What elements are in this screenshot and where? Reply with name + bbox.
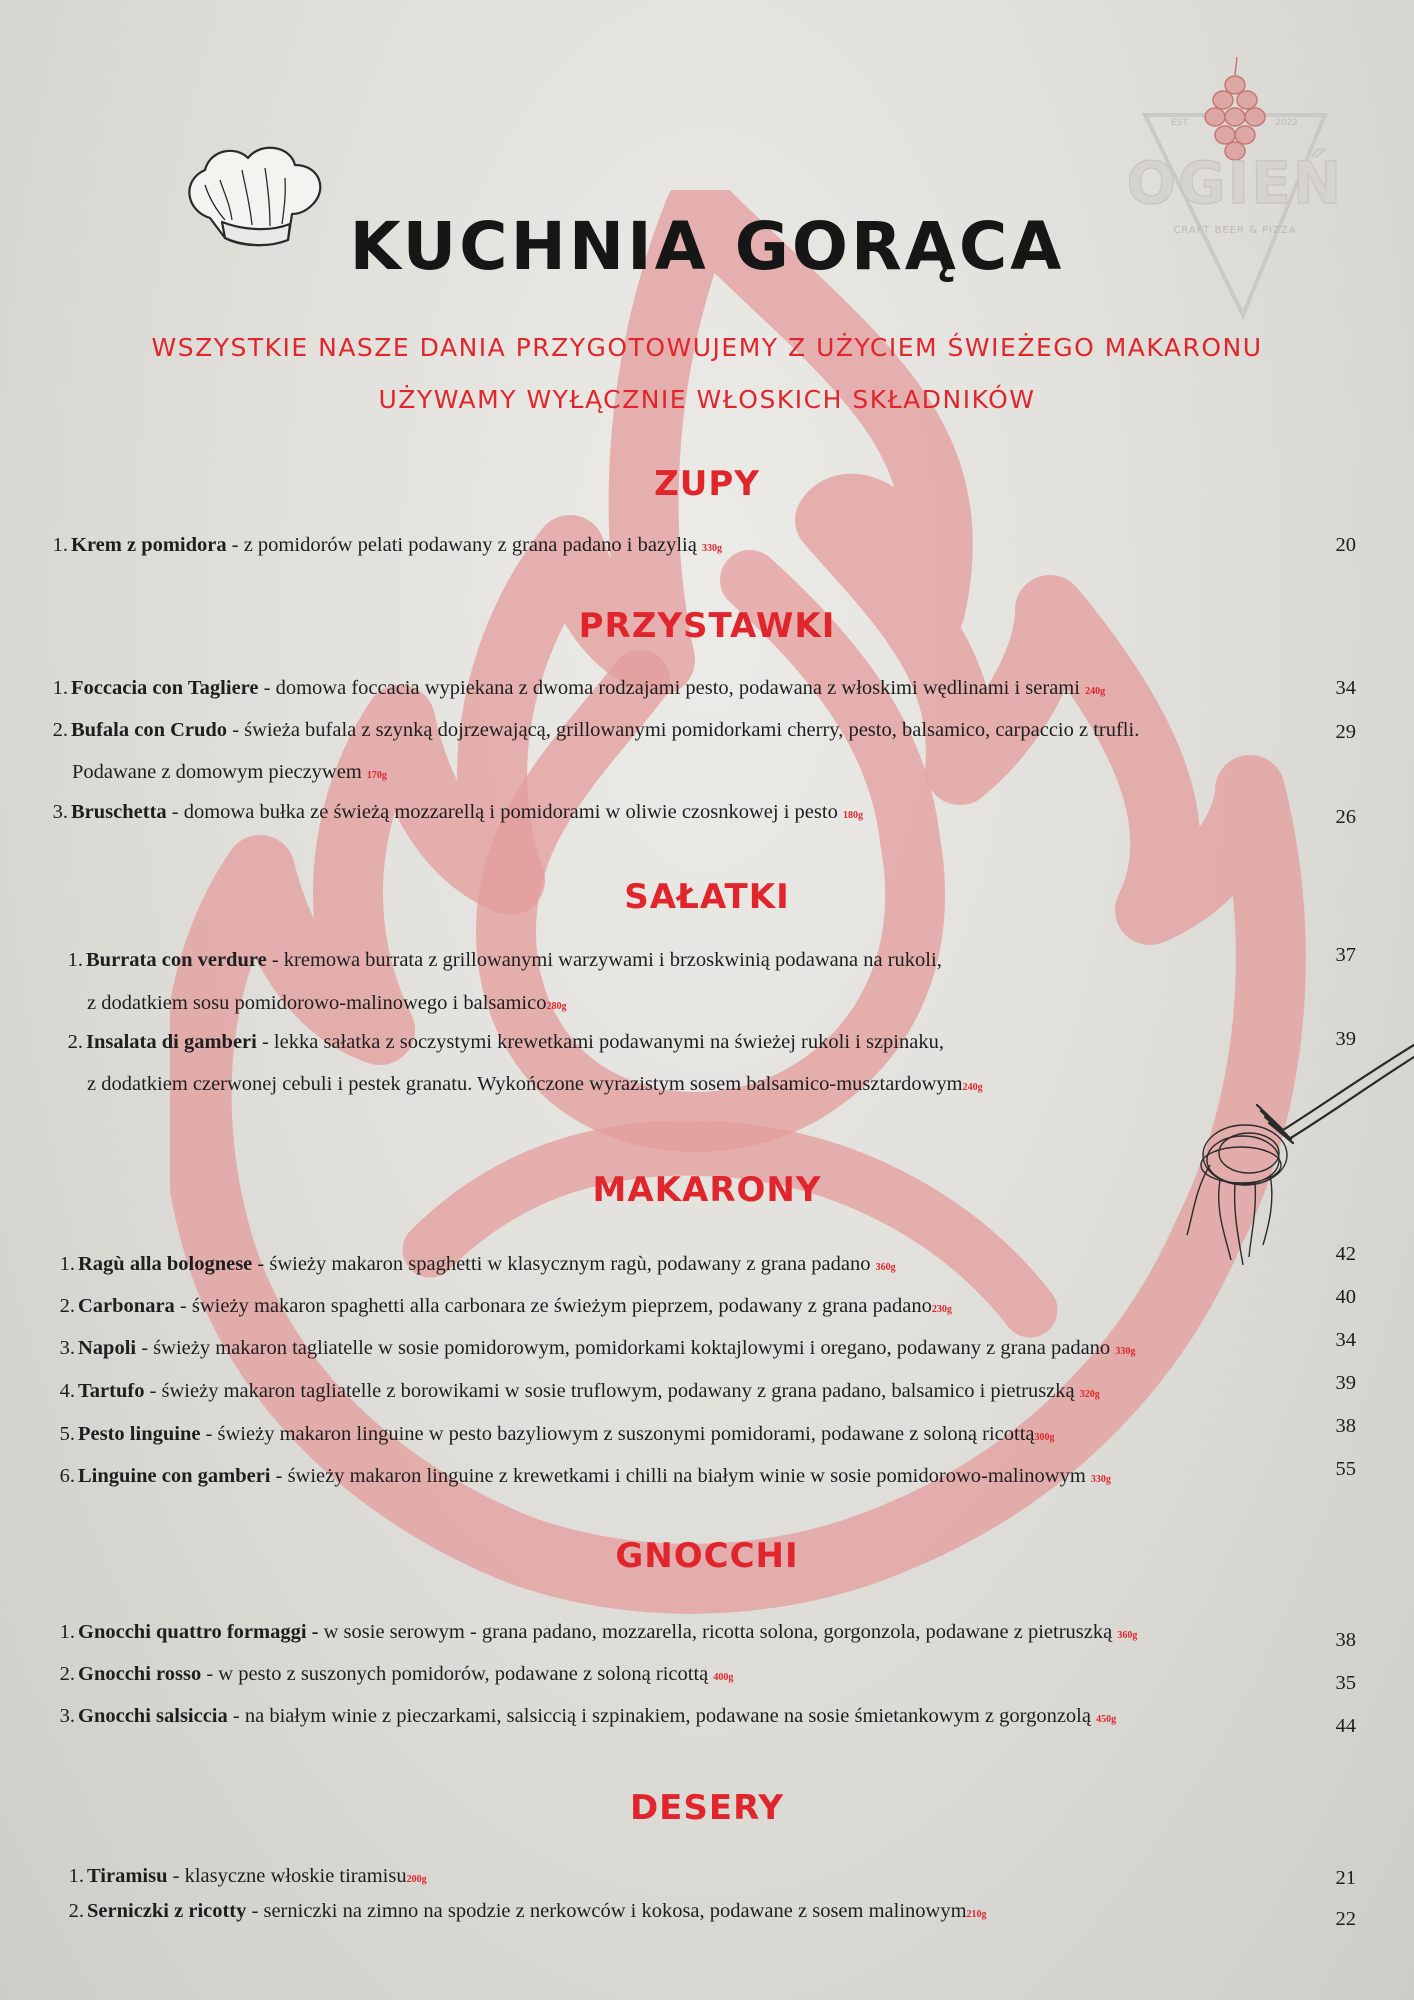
menu-item: 1. Krem z pomidora - z pomidorów pelati podawany z grana padano i bazylią 330g (52, 534, 722, 556)
logo-tagline: CRAFT BEER & PIZZA (1173, 225, 1297, 236)
menu-item-price: 40 (1335, 1286, 1356, 1308)
menu-item-price: 39 (1335, 1028, 1356, 1050)
logo-brand: OGIEŃ (1126, 149, 1344, 217)
menu-item-continuation: Podawane z domowym pieczywem 170g (72, 761, 387, 783)
menu-item-price: 44 (1335, 1715, 1356, 1737)
menu-item: 1. Ragù alla bolognese - świeży makaron spaghetti w klasycznym ragù, podawany z grana padano 360g (59, 1253, 896, 1275)
section-heading-desery: DESERY (629, 1788, 785, 1828)
page-title: KUCHNIA GORĄCA (349, 208, 1065, 285)
menu-item-price: 37 (1335, 944, 1356, 966)
menu-item-price: 26 (1335, 806, 1356, 828)
menu-item: 3. Bruschetta - domowa bułka ze świeżą mozzarellą i pomidorami w oliwie czosnkowej i pesto 180g (52, 801, 863, 823)
menu-item: 2. Carbonara - świeży makaron spaghetti alla carbonara ze świeżym pieprzem, podawany z grana padano230g (59, 1295, 952, 1317)
menu-item-continuation: z dodatkiem sosu pomidorowo-malinowego i balsamico280g (87, 992, 567, 1014)
menu-item-price: 29 (1335, 721, 1356, 743)
menu-item: 2. Bufala con Crudo - świeża bufala z szynką dojrzewającą, grillowanymi pomidorkami cherry, pesto, balsamico, carpaccio z trufli. (52, 719, 1140, 741)
section-heading-gnocchi: GNOCCHI (615, 1536, 799, 1576)
section-heading-makarony: MAKARONY (592, 1170, 822, 1210)
menu-item: 1. Tiramisu - klasyczne włoskie tiramisu200g (68, 1865, 427, 1887)
menu-item-price: 22 (1335, 1908, 1356, 1930)
menu-item: 2. Insalata di gamberi - lekka sałatka z soczystymi krewetkami podawanymi na świeżej rukoli i szpinaku, (67, 1031, 944, 1053)
menu-item-continuation: z dodatkiem czerwonej cebuli i pestek granatu. Wykończone wyrazistym sosem balsamico-musztardowym240g (87, 1073, 983, 1095)
svg-text:EST.: EST. (1171, 118, 1190, 128)
menu-item: 2. Serniczki z ricotty - serniczki na zimno na spodzie z nerkowców i kokosa, podawane z sosem malinowym210g (68, 1900, 987, 1922)
menu-item-price: 35 (1335, 1672, 1356, 1694)
menu-item: 1. Foccacia con Tagliere - domowa foccacia wypiekana z dwoma rodzajami pesto, podawana z włoskimi wędlinami i serami 240g (52, 677, 1106, 699)
menu-item-price: 21 (1335, 1867, 1356, 1889)
fork-spaghetti-icon (1165, 1035, 1414, 1270)
menu-item-price: 38 (1335, 1415, 1356, 1437)
menu-item: 1. Gnocchi quattro formaggi - w sosie serowym - grana padano, mozzarella, ricotta solona, gorgonzola, podawane z pietruszką 360g (59, 1621, 1138, 1643)
section-heading-zupy: ZUPY (654, 464, 760, 504)
menu-item: 1. Burrata con verdure - kremowa burrata z grillowanymi warzywami i brzoskwinią podawana na rukoli, (67, 949, 942, 971)
svg-text:2022: 2022 (1275, 118, 1298, 128)
menu-item: 4. Tartufo - świeży makaron tagliatelle z borowikami w sosie truflowym, podawany z grana padano, balsamico i pietruszką 320g (59, 1380, 1100, 1402)
menu-item-price: 20 (1335, 534, 1356, 556)
menu-item: 3. Napoli - świeży makaron tagliatelle w sosie pomidorowym, pomidorkami koktajlowymi i oregano, podawany z grana padano 330g (59, 1337, 1136, 1359)
subtitle-italian-ingredients: UŻYWAMY WYŁĄCZNIE WŁOSKICH SKŁADNIKÓW (378, 385, 1036, 414)
section-heading-salatki: SAŁATKI (624, 877, 790, 917)
menu-item-price: 34 (1335, 677, 1356, 699)
menu-item: 2. Gnocchi rosso - w pesto z suszonych pomidorów, podawane z soloną ricottą 400g (59, 1663, 734, 1685)
menu-item-price: 38 (1335, 1629, 1356, 1651)
menu-item-price: 34 (1335, 1329, 1356, 1351)
menu-item-price: 39 (1335, 1372, 1356, 1394)
menu-item-price: 42 (1335, 1243, 1356, 1265)
menu-item-price: 55 (1335, 1458, 1356, 1480)
section-heading-przystawki: PRZYSTAWKI (578, 606, 836, 646)
subtitle-fresh-pasta: WSZYSTKIE NASZE DANIA PRZYGOTOWUJEMY Z UŻYCIEM ŚWIEŻEGO MAKARONU (151, 333, 1263, 362)
menu-item: 3. Gnocchi salsiccia - na białym winie z pieczarkami, salsiccią i szpinakiem, podawane na sosie śmietankowym z gorgonzolą 450g (59, 1705, 1117, 1727)
menu-item: 5. Pesto linguine - świeży makaron linguine w pesto bazyliowym z suszonymi pomidorami, podawane z soloną ricottą300g (59, 1423, 1055, 1445)
menu-item: 6. Linguine con gamberi - świeży makaron linguine z krewetkami i chilli na białym winie w sosie pomidorowo-malinowym 330g (59, 1465, 1111, 1487)
